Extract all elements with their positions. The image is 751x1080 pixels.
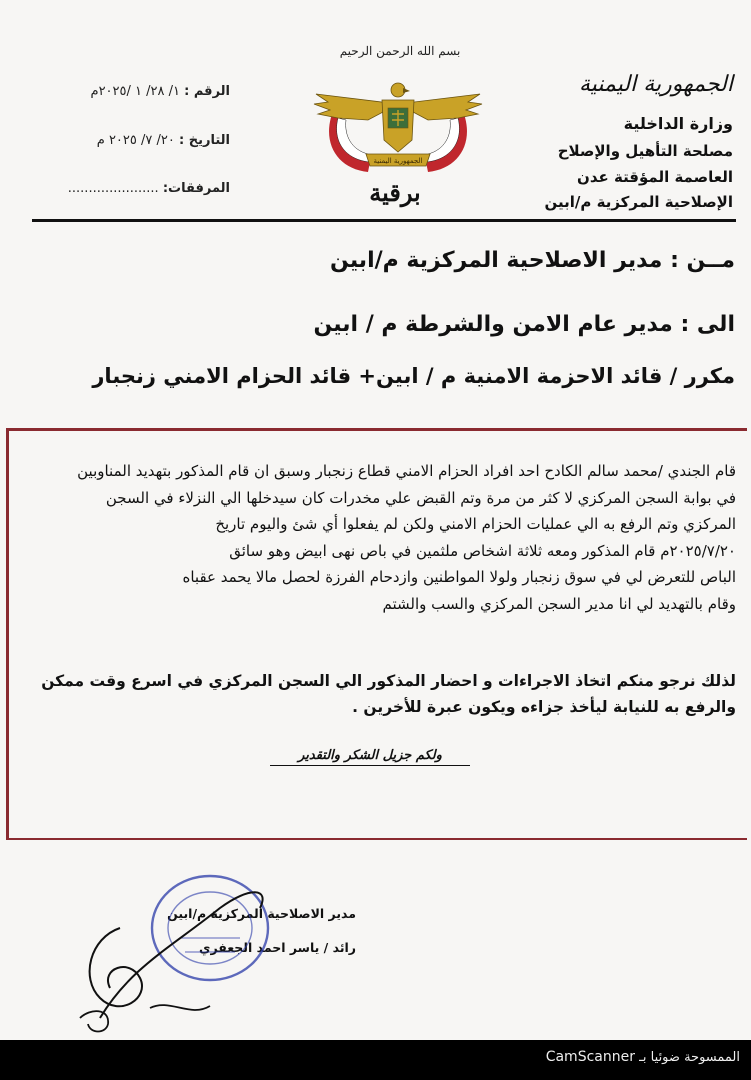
- request-paragraph: [8, 668, 736, 720]
- scanner-brand: CamScanner: [545, 1049, 635, 1065]
- official-stamp-and-signature: [60, 868, 300, 1038]
- header-divider: [32, 219, 736, 222]
- body-line: ٢٠٢٥/٧/٢٠م قام المذكور ومعه ثلاثة اشخاص ملثمين في باص نهى ابيض وهو سائق: [229, 541, 736, 560]
- capital-name: العاصمة المؤقتة عدن: [577, 168, 733, 186]
- cc-line: [92, 364, 735, 388]
- cc-label: مكرر /: [669, 364, 735, 388]
- signatory-title: مدير الاصلاحية المركزية م/ابين: [167, 906, 356, 921]
- department-name: مصلحة التأهيل والإصلاح: [557, 142, 733, 160]
- document-type-title: برقية: [369, 178, 421, 207]
- ministry-name: وزارة الداخلية: [623, 114, 733, 133]
- reference-label: الرقم :: [184, 84, 230, 99]
- signatory-name: رائد / ياسر احمد الجعفري: [199, 940, 356, 955]
- attachments-label: المرفقات:: [162, 181, 230, 196]
- from-value: مدير الاصلاحية المركزية م/ابين: [330, 248, 663, 273]
- date-value: ٢٠/ ٧/ ٢٠٢٥ م: [96, 133, 175, 148]
- to-value: مدير عام الامن والشرطة م / ابين: [313, 312, 673, 337]
- prison-name: الإصلاحية المركزية م/ابين: [544, 193, 733, 211]
- camscanner-watermark: [500, 1042, 740, 1072]
- request-line: والرفع به للنيابة ليأخذ جزاءه ويكون عبرة للأخرين .: [352, 698, 736, 716]
- body-line: وقام بالتهديد لي انا مدير السجن المركزي والسب والشتم: [382, 594, 736, 613]
- scanner-prefix: الممسوحة ضوئيا بـ: [639, 1050, 740, 1065]
- message-body: [8, 458, 736, 617]
- closing-thanks: ولكم جزيل الشكر والتقدير: [270, 748, 470, 766]
- to-line: [313, 312, 735, 337]
- attachments-row: [40, 181, 230, 196]
- date-row: [40, 133, 230, 148]
- republic-name: الجمهورية اليمنية: [578, 72, 733, 97]
- from-line: [330, 248, 735, 273]
- body-line: الباص للتعرض لي في سوق زنجبار ولولا المواطنين وازدحام الفرزة لحصل مالا يحمد عقباه: [182, 568, 736, 586]
- to-label: الى :: [680, 312, 735, 337]
- body-line: في بوابة السجن المركزي لا كثر من مرة وتم القبض علي مخدرات كان سيدخلها الي النزلاء في السجن: [105, 488, 736, 507]
- cc-value: قائد الاحزمة الامنية م / ابين+ قائد الحزام الامني زنجبار: [92, 364, 663, 388]
- reference-row: [40, 84, 230, 99]
- from-label: مــن :: [670, 248, 735, 273]
- body-line: قام الجندي /محمد سالم الكادح احد افراد الحزام الامني قطاع زنجبار وسبق ان قام المذكور بتهديد المناوبين: [77, 462, 736, 480]
- attachments-value: ......................: [67, 181, 159, 196]
- reference-value: ١/ ٢٨/ ١ /٢٠٢٥م: [90, 84, 180, 99]
- basmala: بسم الله الرحمن الرحيم: [339, 44, 461, 58]
- body-line: المركزي وتم الرفع به الي عمليات الحزام الامني ولكن لم يفعلوا أي شئ واليوم تاريخ: [215, 515, 736, 533]
- date-label: التاريخ :: [179, 133, 230, 148]
- request-line: لذلك نرجو منكم اتخاذ الاجراءات و احضار المذكور الي السجن المركزي في اسرع وقت ممكن: [41, 672, 736, 690]
- yemen-eagle-emblem: [308, 74, 488, 178]
- emblem-ribbon-text: الجمهورية اليمنية: [373, 157, 423, 165]
